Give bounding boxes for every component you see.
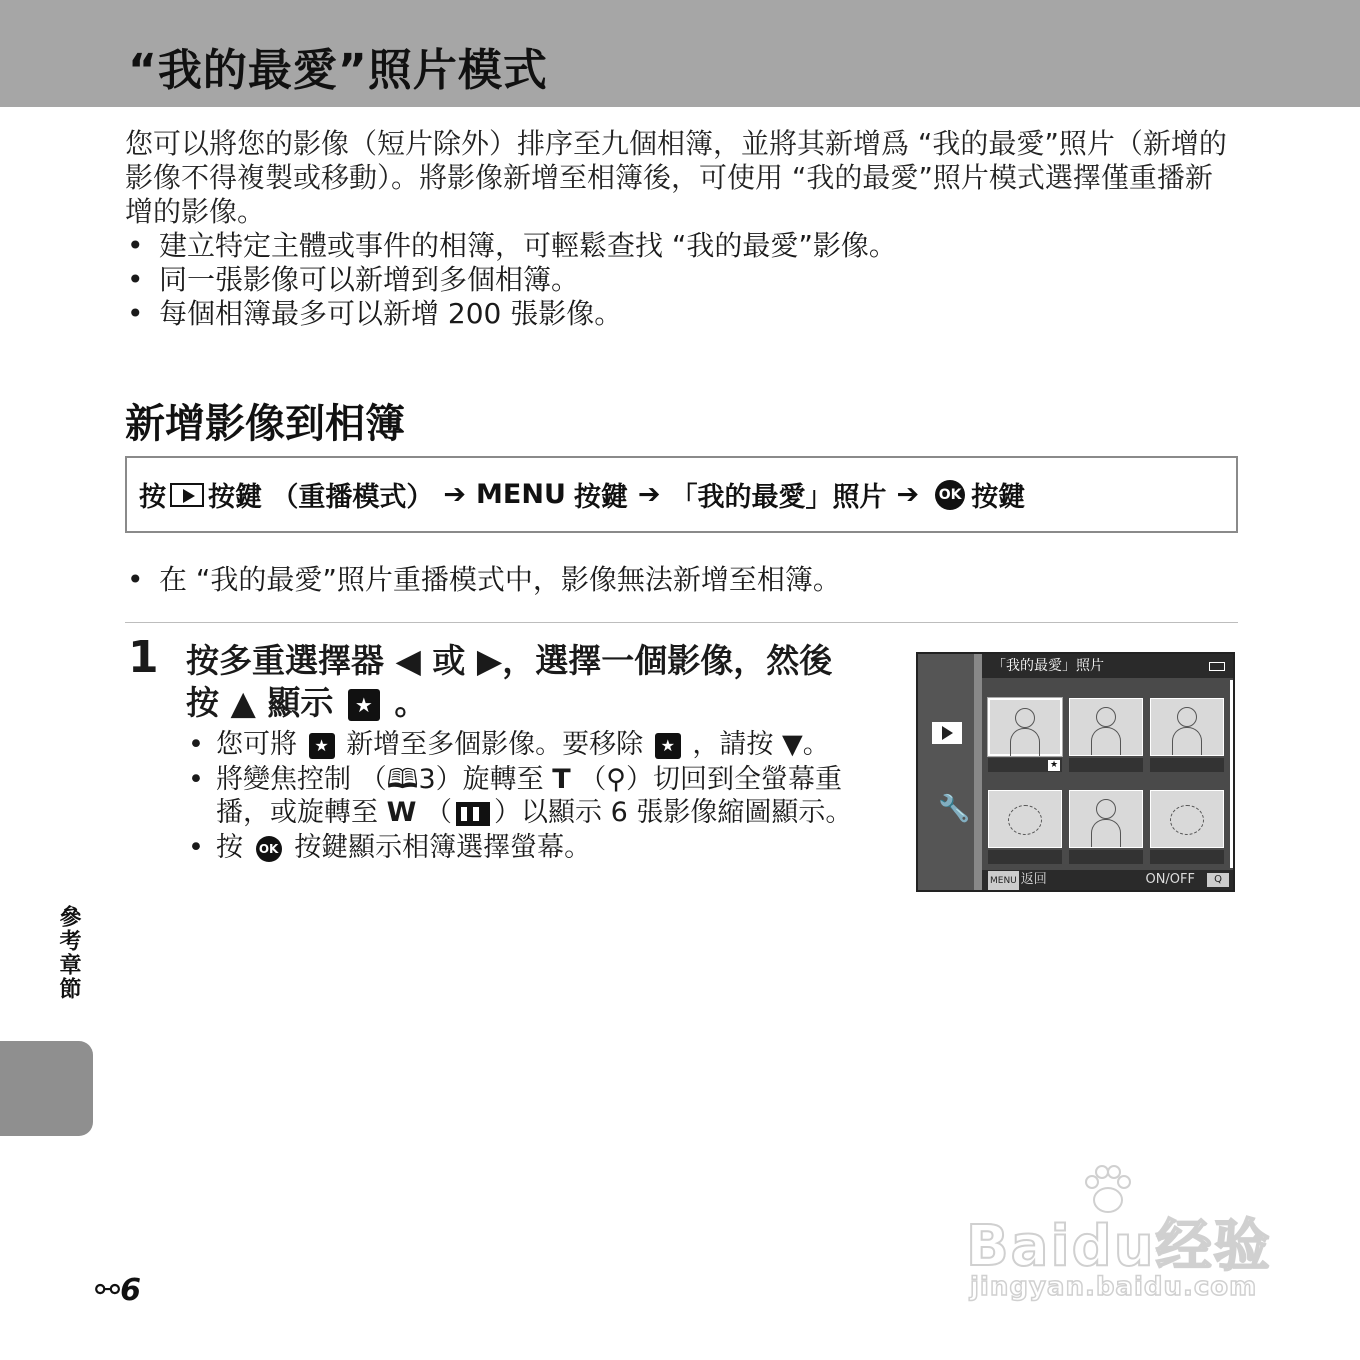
lcd-separator	[974, 654, 982, 890]
step-heading-line1: 按多重選擇器 ◀ 或 ▶，選擇一個影像，然後	[186, 641, 833, 680]
substep-text: （	[424, 797, 452, 828]
lcd-bottom-bar	[982, 870, 1235, 890]
thumbnail-grid	[988, 698, 1228, 868]
substep-text: （	[579, 764, 607, 795]
section-title: 新增影像到相簿	[125, 401, 405, 447]
wrench-icon: 🔧	[938, 794, 971, 824]
substep-text: ）切回到全螢幕重播，或旋轉至	[216, 764, 843, 828]
menu-tag: MENU	[988, 871, 1019, 891]
arrow-icon: ➔	[637, 479, 661, 510]
nav-menu: MENU	[476, 479, 566, 510]
divider	[125, 622, 1238, 623]
list-item	[186, 763, 886, 829]
thumbnail-bar	[988, 850, 1062, 864]
thumbnail-bar	[1150, 850, 1224, 864]
ok-button-icon: OK	[935, 480, 965, 510]
substep-text: 新增至多個影像。要移除	[346, 729, 644, 760]
navigation-path	[125, 456, 1238, 533]
page-title: “我的最愛”照片模式	[128, 45, 548, 96]
book-icon: 🕮	[386, 764, 419, 795]
page-number	[95, 1273, 141, 1308]
substep-text: 將變焦控制 （	[216, 764, 387, 795]
substep-text: ）以顯示 6 張影像縮圖顯示。	[493, 797, 853, 828]
magnifier-icon: ⚲	[606, 764, 627, 795]
playback-icon	[170, 483, 204, 507]
thumbnail-bar	[1069, 758, 1143, 772]
thumbnail	[1150, 698, 1224, 756]
substep-text: 按鍵顯示相簿選擇螢幕。	[294, 832, 592, 863]
playback-tab-icon	[932, 722, 962, 744]
substep-text: ，請按 ▼。	[692, 729, 830, 760]
thumbnail	[1069, 790, 1143, 848]
battery-icon	[1209, 662, 1225, 671]
ok-button-icon: OK	[256, 836, 282, 862]
favorite-icon: ★	[1049, 760, 1059, 770]
nav-menu-key: 按鍵	[573, 482, 628, 513]
favorite-icon: ★	[348, 689, 380, 721]
list-item	[186, 831, 886, 864]
thumbnail-bar	[1069, 850, 1143, 864]
page-reference: 3	[418, 764, 436, 795]
thumbnail-bar	[988, 758, 1062, 772]
favorite-icon: ★	[309, 733, 335, 759]
thumbnail	[988, 790, 1062, 848]
side-chapter-label: 參考章節	[56, 905, 81, 1001]
back-label: 返回	[1020, 872, 1047, 887]
list-item: • 建立特定主體或事件的相簿，可輕鬆查找 “我的最愛”影像。	[125, 229, 1235, 263]
wide-label: W	[386, 797, 417, 828]
watermark	[966, 1160, 1276, 1310]
substep-text: 您可將	[216, 729, 297, 760]
watermark-brand: Baidu经验	[966, 1214, 1272, 1279]
lcd-title-bar	[982, 654, 1235, 678]
thumbnail-selected	[988, 698, 1062, 756]
thumbnail	[1150, 790, 1224, 848]
lcd-side-panel	[918, 654, 974, 890]
thumbnail-icon	[456, 802, 490, 826]
arrow-icon: ➔	[443, 479, 467, 510]
note-item: • 在 “我的最愛”照片重播模式中，影像無法新增至相簿。	[125, 563, 841, 597]
substep-text: 按	[216, 832, 243, 863]
nav-ok-key: 按鍵	[971, 482, 1026, 513]
step-heading-end: 。	[394, 683, 428, 722]
watermark-url: jingyan.baidu.com	[970, 1272, 1258, 1302]
side-tab	[0, 1041, 93, 1136]
feature-bullets	[125, 229, 1235, 331]
nav-press: 按	[139, 482, 166, 513]
list-item	[186, 728, 886, 761]
favorite-icon: ★	[655, 733, 681, 759]
lcd-title: 「我的最愛」照片	[992, 658, 1104, 674]
tele-label: T	[552, 764, 571, 795]
arrow-icon: ➔	[896, 479, 920, 510]
thumbnail	[1069, 698, 1143, 756]
zoom-icon: Q	[1207, 873, 1229, 887]
camera-screen	[916, 652, 1235, 892]
step-number: 1	[128, 632, 159, 683]
step-heading-text: 按 ▲ 顯示	[186, 683, 334, 722]
list-item: • 同一張影像可以新增到多個相簿。	[125, 263, 1235, 297]
step-heading-line2	[186, 682, 886, 724]
list-item: • 每個相簿最多可以新增 200 張影像。	[125, 297, 1235, 331]
nav-play-key: 按鍵 （重播模式）	[208, 482, 434, 513]
reference-icon: ⚯	[95, 1273, 121, 1308]
onoff-label: ON/OFF	[1145, 872, 1195, 887]
step-substeps	[186, 728, 886, 866]
thumbnail-bar	[1150, 758, 1224, 772]
intro-paragraph: 您可以將您的影像（短片除外）排序至九個相簿，並將其新增爲 “我的最愛”照片（新增的影像不得複製或移動）。將影像新增至相簿後，可使用 “我的最愛”照片模式選擇僅重播新增的影像。	[125, 127, 1227, 228]
page-number-value: 6	[120, 1273, 142, 1308]
nav-fav-photos: 「我的最愛」照片	[670, 482, 887, 513]
scrollbar	[1230, 680, 1233, 868]
substep-text: ）旋轉至	[435, 764, 544, 795]
step-heading	[186, 640, 886, 724]
